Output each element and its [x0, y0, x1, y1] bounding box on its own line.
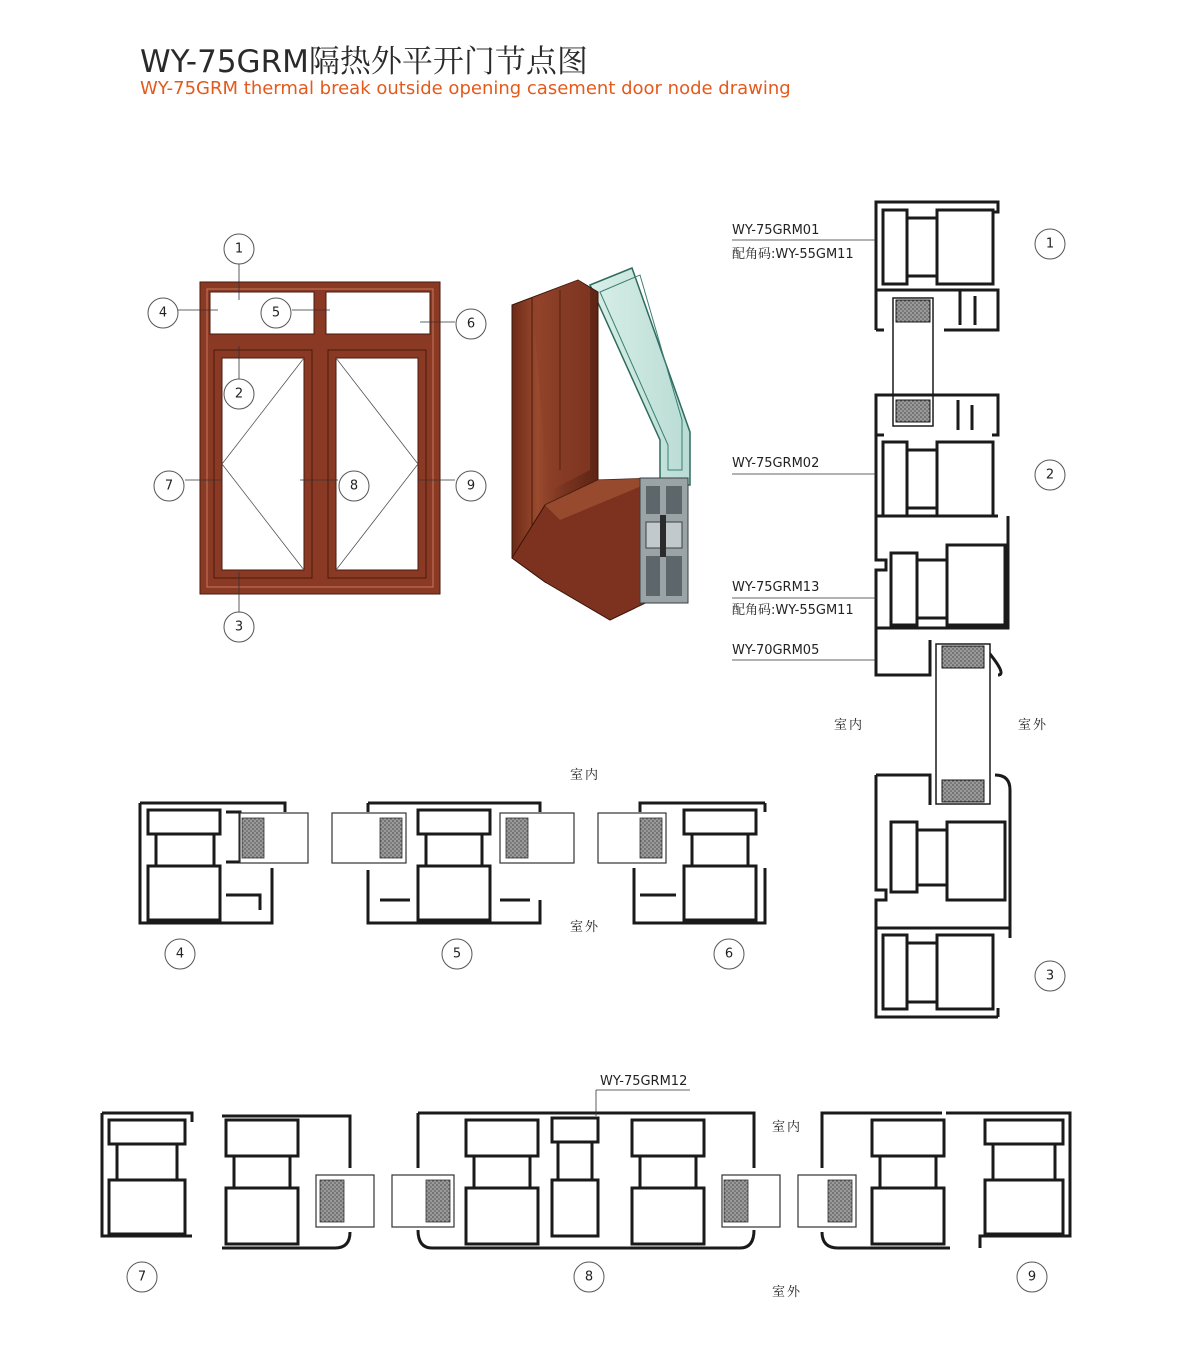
elevation-callout-7 [154, 471, 184, 501]
elevation-callout-9 [456, 471, 486, 501]
horizontal-glazing-456 [240, 813, 666, 863]
label-m05: WY-70GRM05 [732, 643, 820, 658]
vertical-node-3 [876, 775, 1010, 1017]
svg-text:5: 5 [452, 946, 462, 962]
elevation-callout-2 [224, 379, 254, 409]
horizontal-node-7 [102, 1113, 350, 1248]
svg-text:1: 1 [1045, 236, 1055, 252]
section-marker-2 [1035, 460, 1065, 490]
horizontal-node-9 [822, 1113, 1070, 1248]
svg-text:9: 9 [466, 478, 476, 494]
vertical-label-leaders [732, 240, 876, 660]
vertical-indoor-label: 室内 [834, 718, 865, 733]
corner-render [512, 268, 690, 620]
svg-text:3: 3 [234, 619, 244, 635]
horizontal-outdoor-label: 室外 [570, 920, 601, 935]
vertical-section [876, 202, 1010, 1017]
svg-text:6: 6 [724, 946, 734, 962]
horizontal-sections-789 [102, 1113, 1070, 1248]
label-m13-corner: 配角码:WY-55GM11 [732, 603, 854, 618]
horizontal-glazing-789 [316, 1175, 856, 1227]
svg-text:8: 8 [349, 478, 359, 494]
elevation-callout-3 [224, 612, 254, 642]
page-title: WY-75GRM隔热外平开门节点图 [140, 44, 588, 80]
elevation-callout-4 [148, 298, 178, 328]
svg-text:7: 7 [137, 1269, 147, 1285]
page-subtitle: WY-75GRM thermal break outside opening casement door node drawing [140, 78, 791, 99]
horizontal-sections-456 [140, 803, 765, 923]
bottom-indoor-label: 室内 [772, 1120, 803, 1135]
svg-text:1: 1 [234, 241, 244, 257]
elevation-callout-1 [224, 234, 254, 264]
label-m13: WY-75GRM13 [732, 580, 820, 595]
svg-text:6: 6 [466, 316, 476, 332]
svg-text:7: 7 [164, 478, 174, 494]
elevation-callout-6 [456, 309, 486, 339]
svg-text:4: 4 [158, 305, 168, 321]
horizontal-node-8 [418, 1113, 754, 1248]
section-marker-4 [165, 939, 195, 969]
section-marker-7 [127, 1262, 157, 1292]
vertical-outdoor-label: 室外 [1018, 718, 1049, 733]
door-elevation [200, 282, 440, 594]
elevation-callout-5 [261, 298, 291, 328]
elevation-callout-8 [339, 471, 369, 501]
section-marker-5 [442, 939, 472, 969]
section-marker-9 [1017, 1262, 1047, 1292]
label-m02: WY-75GRM02 [732, 456, 820, 471]
section-marker-6 [714, 939, 744, 969]
svg-text:8: 8 [584, 1269, 594, 1285]
svg-text:9: 9 [1027, 1269, 1037, 1285]
label-m01-corner: 配角码:WY-55GM11 [732, 247, 854, 262]
svg-text:2: 2 [234, 386, 244, 402]
label-m01: WY-75GRM01 [732, 223, 820, 238]
svg-text:5: 5 [271, 305, 281, 321]
horizontal-indoor-label: 室内 [570, 768, 601, 783]
section-marker-8 [574, 1262, 604, 1292]
svg-text:2: 2 [1045, 467, 1055, 483]
svg-text:4: 4 [175, 946, 185, 962]
section-marker-3 [1035, 961, 1065, 991]
bottom-outdoor-label: 室外 [772, 1285, 803, 1300]
label-m12: WY-75GRM12 [600, 1074, 688, 1089]
section-marker-1 [1035, 229, 1065, 259]
svg-text:3: 3 [1045, 968, 1055, 984]
